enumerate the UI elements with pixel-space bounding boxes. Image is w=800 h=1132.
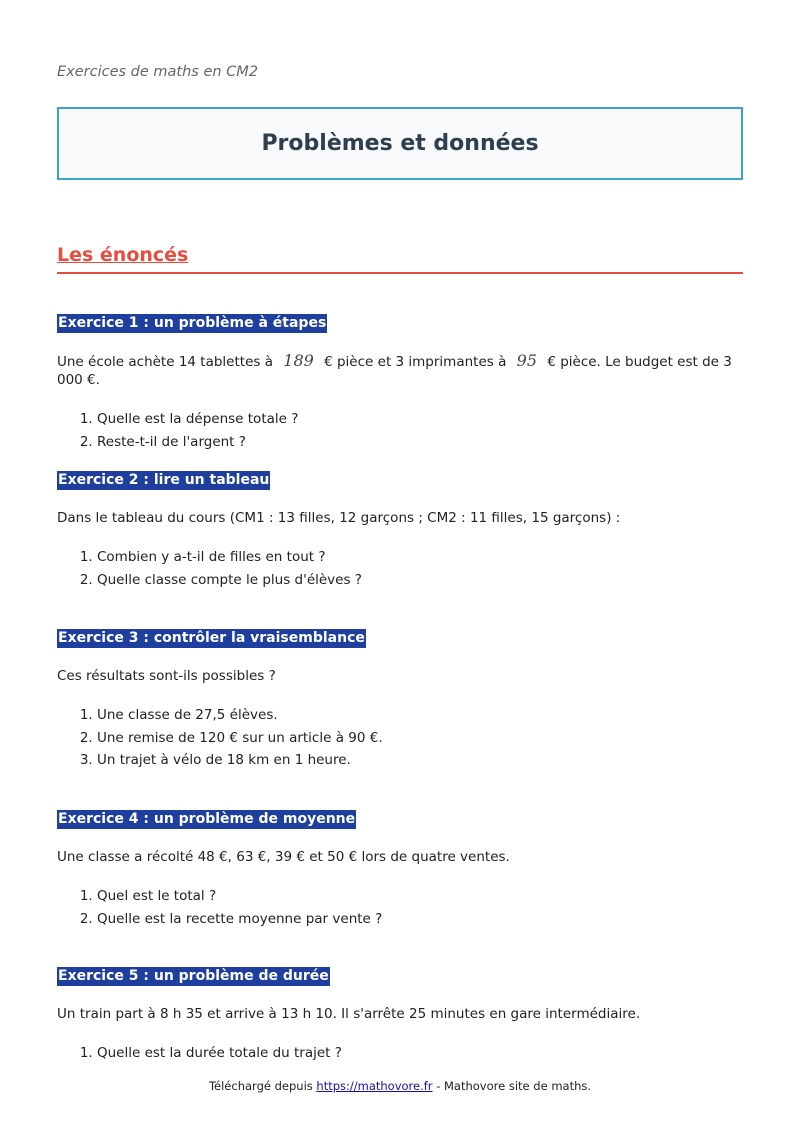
exercise-5 xyxy=(57,965,757,1065)
exercise-3 xyxy=(57,627,757,772)
exercise-title: Exercice 3 : contrôler la vraisemblance xyxy=(58,630,365,646)
question-item: 1. Quel est le total ? xyxy=(97,885,757,908)
footer-suffix: - Mathovore site de maths. xyxy=(436,1079,592,1093)
exercise-1 xyxy=(57,312,757,453)
question-list xyxy=(57,546,757,591)
title-box xyxy=(57,107,743,180)
handwritten-value: 95 xyxy=(516,351,538,370)
footer-prefix: Téléchargé depuis xyxy=(208,1079,313,1093)
question-item: 3. Un trajet à vélo de 18 km en 1 heure. xyxy=(97,749,757,772)
section-heading xyxy=(57,244,743,274)
exercise-2 xyxy=(57,469,757,591)
exercise-title: Exercice 2 : lire un tableau xyxy=(58,472,270,488)
question-list xyxy=(57,885,757,930)
question-item: 1. Quelle est la durée totale du trajet ? xyxy=(97,1042,757,1065)
exercise-title: Exercice 1 : un problème à étapes xyxy=(58,315,327,331)
exercise-title: Exercice 4 : un problème de moyenne xyxy=(58,811,356,827)
exercise-statement: Dans le tableau du cours (CM1 : 13 filles, 12 garçons ; CM2 : 11 filles, 15 garçons) : xyxy=(57,510,621,526)
question-item: 1. Quelle est la dépense totale ? xyxy=(97,408,757,431)
page-footer xyxy=(0,1079,800,1093)
question-list xyxy=(57,408,757,453)
statement-text: Une école achète 14 tablettes à xyxy=(57,354,273,370)
exercise-statement: Un train part à 8 h 35 et arrive à 13 h 10. Il s'arrête 25 minutes en gare intermédiaire. xyxy=(57,1006,641,1022)
handwritten-value: 189 xyxy=(283,351,314,370)
exercise-statement: Ces résultats sont-ils possibles ? xyxy=(57,668,276,684)
question-item: 2. Quelle est la recette moyenne par vente ? xyxy=(97,908,757,931)
footer-link[interactable]: https://mathovore.fr xyxy=(316,1079,433,1093)
question-list xyxy=(57,704,757,772)
exercise-title: Exercice 5 : un problème de durée xyxy=(58,968,329,984)
section-heading-label: Les énoncés xyxy=(57,244,189,266)
page-title: Problèmes et données xyxy=(261,131,539,156)
question-item: 1. Une classe de 27,5 élèves. xyxy=(97,704,757,727)
statement-text: € pièce. Le budget est de 3 000 €. xyxy=(57,354,732,388)
exercise-4 xyxy=(57,808,757,930)
statement-text: € pièce et 3 imprimantes à xyxy=(324,354,507,370)
question-item: 1. Combien y a-t-il de filles en tout ? xyxy=(97,546,757,569)
question-list xyxy=(57,1042,757,1065)
document-subtitle: Exercices de maths en CM2 xyxy=(57,64,259,80)
question-item: 2. Une remise de 120 € sur un article à 90 €. xyxy=(97,727,757,750)
exercise-statement xyxy=(57,352,757,389)
exercise-statement: Une classe a récolté 48 €, 63 €, 39 € et 50 € lors de quatre ventes. xyxy=(57,849,510,865)
question-item: 2. Quelle classe compte le plus d'élèves ? xyxy=(97,569,757,592)
question-item: 2. Reste-t-il de l'argent ? xyxy=(97,431,757,454)
